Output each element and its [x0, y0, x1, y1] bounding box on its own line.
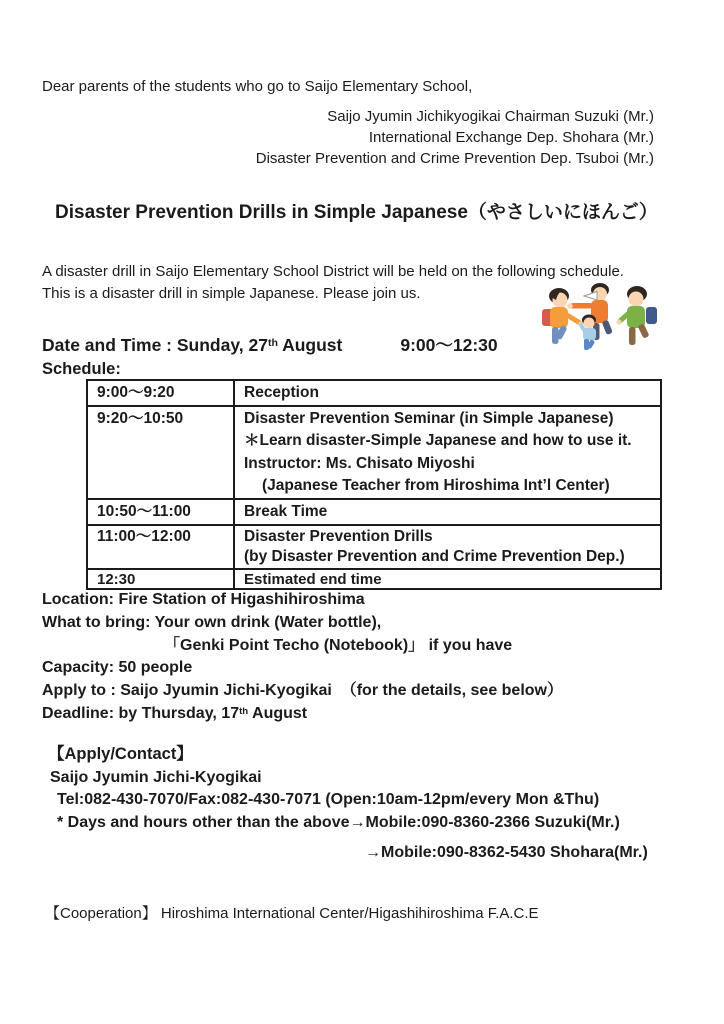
- table-row: [87, 406, 661, 499]
- deadline-text: Deadline: by Thursday, 17: [42, 704, 240, 722]
- apply-contact-block: [48, 742, 648, 864]
- contact-mobile-shohara-line: →Mobile:090-8362-5430 Shohara(Mr.): [365, 844, 648, 861]
- date-time-line: [42, 332, 498, 357]
- intro-line: This is a disaster drill in simple Japanese. Please join us.: [42, 285, 421, 302]
- table-row: [87, 525, 661, 569]
- time-cell: 11:00～12:00: [87, 525, 234, 569]
- activity-line: Instructor: Ms. Chisato Miyoshi: [244, 454, 475, 472]
- table-row: [87, 499, 661, 525]
- deadline-ordinal-superscript: th: [239, 705, 249, 717]
- sender-block: [0, 106, 654, 169]
- event-details: [42, 589, 563, 728]
- location-line: Location: Fire Station of Higashihiroshima: [42, 591, 365, 608]
- deadline-line: [42, 703, 563, 728]
- contact-tel-fax-line: Tel:082-430-7070/Fax:082-430-7071 (Open:10am-12pm/every Mon &Thu): [57, 791, 600, 808]
- activity-line: Disaster Prevention Drills: [244, 527, 433, 545]
- time-cell: 10:50～11:00: [87, 499, 234, 525]
- table-row: [87, 569, 661, 589]
- sender-line: International Exchange Dep. Shohara (Mr.): [368, 129, 654, 146]
- activity-line: Disaster Prevention Seminar (in Simple Japanese): [244, 410, 614, 427]
- schedule-table: [86, 379, 662, 590]
- sender-line: Disaster Prevention and Crime Prevention Dep. Tsuboi (Mr.): [255, 150, 654, 167]
- contact-mobile-suzuki-line: * Days and hours other than the above→Mobile:090-8360-2366 Suzuki(Mr.): [57, 813, 620, 831]
- activity-line: (by Disaster Prevention and Crime Prevention Dep.): [244, 548, 625, 566]
- cooperation-line: 【Cooperation】 Hiroshima International Center/Higashihiroshima F.A.C.E: [45, 905, 539, 922]
- greeting-line: Dear parents of the students who go to Saijo Elementary School,: [42, 78, 473, 95]
- activity-cell: Estimated end time: [234, 569, 661, 589]
- time-cell: 9:00～9:20: [87, 380, 234, 406]
- page-title: Disaster Prevention Drills in Simple Japanese（やさしいにほんご）: [55, 202, 658, 223]
- evacuating-family-illustration: [534, 283, 666, 363]
- time-cell: 12:30: [87, 569, 234, 589]
- what-to-bring-line-2: 「Genki Point Techo (Notebook)」 if you have: [164, 636, 513, 654]
- sender-line: Saijo Jyumin Jichikyogikai Chairman Suzuki (Mr.): [327, 108, 654, 125]
- contact-organization: Saijo Jyumin Jichi-Kyogikai: [50, 769, 262, 786]
- activity-line: ＊Learn disaster-Simple Japanese and how to use it.: [244, 432, 632, 450]
- activity-cell: Reception: [234, 380, 661, 406]
- date-ordinal-superscript: th: [267, 337, 278, 350]
- apply-to-line: Apply to : Saijo Jyumin Jichi-Kyogikai （for the details, see below）: [42, 682, 563, 700]
- time-cell: 9:20～10:50: [87, 406, 234, 499]
- apply-contact-heading: 【Apply/Contact】: [48, 745, 193, 763]
- intro-line: A disaster drill in Saijo Elementary School District will be held on the following schedule.: [42, 263, 624, 280]
- activity-cell: [234, 525, 661, 569]
- deadline-month: August: [248, 704, 308, 722]
- date-text: Date and Time : Sunday, 27: [42, 335, 268, 355]
- activity-cell: Break Time: [234, 499, 661, 525]
- schedule-label: Schedule:: [42, 360, 121, 378]
- date-month: August: [277, 335, 343, 355]
- capacity-line: Capacity: 50 people: [42, 659, 193, 677]
- time-range: 9:00～12:30: [400, 335, 498, 355]
- table-row: [87, 380, 661, 406]
- what-to-bring-line: What to bring: Your own drink (Water bottle),: [42, 613, 382, 631]
- activity-cell: [234, 406, 661, 499]
- activity-line: (Japanese Teacher from Hiroshima Int’l Center): [262, 477, 610, 495]
